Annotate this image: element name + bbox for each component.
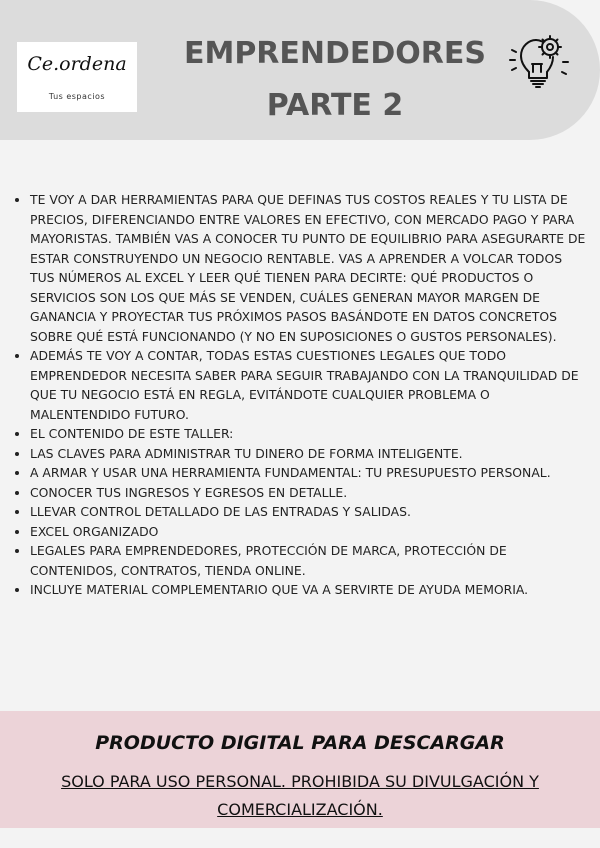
lightbulb-gear-icon [505, 28, 573, 96]
title-line-1: EMPRENDEDORES [183, 36, 487, 71]
list-item: • A ARMAR Y USAR UNA HERRAMIENTA FUNDAMENTAL: TU PRESUPUESTO PERSONAL. [30, 463, 586, 483]
footer-note-line-2: COMERCIALIZACIÓN. [217, 800, 383, 819]
footer-banner [0, 711, 600, 828]
list-item: • EXCEL ORGANIZADO [30, 522, 586, 542]
list-item: • TE VOY A DAR HERRAMIENTAS PARA QUE DEFINAS TUS COSTOS REALES Y TU LISTA DE PRECIOS, DIFERENCIANDO ENTRE VALORES EN EFECTIVO, CON MERCADO PAGO Y PARA MAYORISTAS. TAMBIÉN VAS A CONOCER TU PUNTO DE EQUILIBRIO PARA ASEGURARTE DE ESTAR CONSTRUYENDO UN NEGOCIO RENTABLE. VAS A APRENDER A VOLCAR TODOS TUS NÚMEROS AL EXCEL Y LEER QUÉ TIENEN PARA DECIRTE: QUÉ PRODUCTOS O SERVICIOS SON LOS QUE MÁS SE VENDEN, CUÁLES GENERAN MAYOR MARGEN DE GANANCIA Y PROYECTAR TUS PRÓXIMOS PASOS BASÁNDOTE EN DATOS CONCRETOS SOBRE QUÉ ESTÁ FUNCIONANDO (Y NO EN SUPOSICIONES O GUSTOS PERSONALES). [30, 190, 586, 346]
page-title [180, 28, 490, 132]
logo-name: Ce.ordena [27, 53, 127, 75]
bullet-list [14, 190, 586, 600]
logo [17, 42, 137, 112]
list-item: • LLEVAR CONTROL DETALLADO DE LAS ENTRADAS Y SALIDAS. [30, 502, 586, 522]
title-line-2: PARTE 2 [266, 88, 404, 123]
list-item: • LAS CLAVES PARA ADMINISTRAR TU DINERO DE FORMA INTELIGENTE. [30, 444, 586, 464]
list-item: • EL CONTENIDO DE ESTE TALLER: [30, 424, 586, 444]
list-item: • LEGALES PARA EMPRENDEDORES, PROTECCIÓN DE MARCA, PROTECCIÓN DE CONTENIDOS, CONTRATOS, TIENDA ONLINE. [30, 541, 586, 580]
list-item: • ADEMÁS TE VOY A CONTAR, TODAS ESTAS CUESTIONES LEGALES QUE TODO EMPRENDEDOR NECESITA SABER PARA SEGUIR TRABAJANDO CON LA TRANQUILIDAD DE QUE TU NEGOCIO ESTÁ EN REGLA, EVITÁNDOTE CUALQUIER PROBLEMA O MALENTENDIDO FUTURO. [30, 346, 586, 424]
list-item: • CONOCER TUS INGRESOS Y EGRESOS EN DETALLE. [30, 483, 586, 503]
logo-tagline: Tus espacios [48, 92, 106, 101]
list-item: • INCLUYE MATERIAL COMPLEMENTARIO QUE VA A SERVIRTE DE AYUDA MEMORIA. [30, 580, 586, 600]
footer-title: PRODUCTO DIGITAL PARA DESCARGAR [95, 732, 505, 754]
footer-note [20, 768, 580, 824]
content-section [14, 190, 586, 600]
footer-note-line-1: SOLO PARA USO PERSONAL. PROHIBIDA SU DIVULGACIÓN Y [61, 772, 539, 791]
header-banner [0, 0, 600, 140]
